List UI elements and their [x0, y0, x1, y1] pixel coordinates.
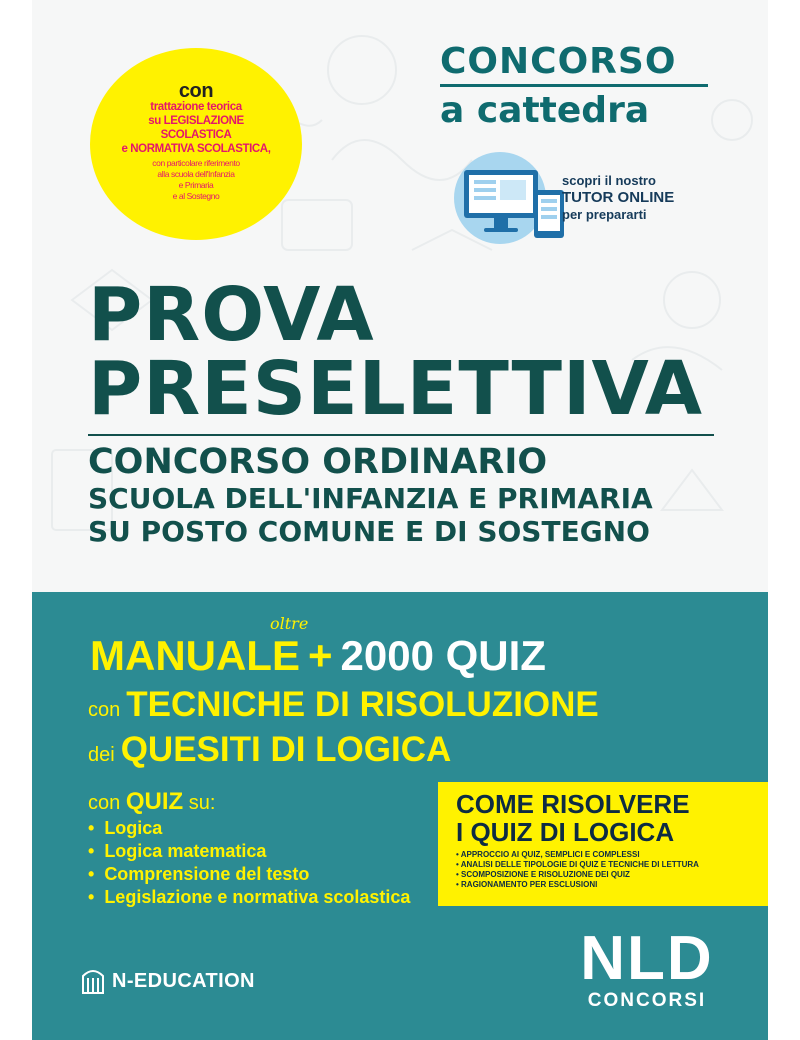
list-item: • Legislazione e normativa scolastica	[88, 886, 410, 909]
publisher	[82, 968, 255, 994]
title-line-5: SU POSTO COMUNE E DI SOSTEGNO	[88, 515, 650, 548]
quiz-topics	[88, 788, 410, 909]
quiz-head-bold: QUIZ	[125, 788, 184, 815]
badge-small-line: e al Sostegno	[172, 191, 220, 201]
title-rule	[88, 434, 714, 436]
list-item: • Comprensione del testo	[88, 863, 410, 886]
title-line-1: PROVA	[88, 272, 375, 358]
badge-line: trattazione teorica	[150, 101, 242, 113]
computer-icon	[460, 166, 570, 246]
publisher-logo-icon	[82, 968, 104, 994]
badge-small-line: e Primaria	[178, 180, 214, 190]
dei-label: dei	[88, 744, 115, 766]
badge-line: su LEGISLAZIONE	[148, 115, 244, 127]
tecniche-label: TECNICHE DI RISOLUZIONE	[126, 685, 599, 724]
quiz-head-prefix: con	[88, 792, 121, 814]
tutor-line-1: scopri il nostro	[562, 173, 656, 188]
teal-panel	[32, 592, 768, 1040]
badge-con: con	[178, 80, 214, 102]
list-item: • Logica matematica	[88, 840, 410, 863]
book-cover	[32, 0, 768, 1040]
manuale-label: MANUALE	[90, 632, 300, 679]
title-line-2: PRESELETTIVA	[88, 346, 704, 432]
list-item: • Logica	[88, 817, 410, 840]
quiz-topics-heading	[88, 788, 410, 817]
tutor-line-2: TUTOR ONLINE	[562, 189, 675, 206]
nld-mark: NLD	[580, 924, 714, 993]
badge-small-line: con particolare riferimento	[152, 158, 240, 168]
nld-logo	[572, 924, 722, 1012]
box-heading	[456, 790, 690, 846]
list-item: • SCOMPOSIZIONE E RISOLUZIONE DEI QUIZ	[456, 870, 699, 880]
tutor-online-promo	[454, 152, 754, 248]
list-item: • RAGIONAMENTO PER ESCLUSIONI	[456, 880, 699, 890]
con-label: con	[88, 699, 121, 721]
book-title	[88, 272, 748, 548]
quiz-head-suffix: su:	[188, 792, 216, 814]
list-item: • APPROCCIO AI QUIZ, SEMPLICI E COMPLESSI	[456, 850, 699, 860]
nld-sub: CONCORSI	[587, 990, 707, 1011]
techniques-heading	[88, 686, 599, 776]
quiz-count: 2000 QUIZ	[340, 632, 546, 679]
tutor-line-3: per prepararti	[562, 207, 647, 222]
box-heading-line-1: COME RISOLVERE	[456, 789, 690, 819]
list-item: • ANALISI DELLE TIPOLOGIE DI QUIZ E TECNICHE DI LETTURA	[456, 860, 699, 870]
badge-line: e NORMATIVA SCOLASTICA,	[121, 143, 271, 155]
badge-small-line: alla scuola dell'Infanzia	[157, 169, 235, 179]
badge-line: SCOLASTICA	[160, 129, 232, 141]
title-line-3: CONCORSO ORDINARIO	[88, 442, 548, 482]
box-bullets	[456, 850, 699, 890]
series-line-2: a cattedra	[440, 90, 650, 131]
tutor-text	[562, 172, 674, 223]
yellow-badge	[90, 48, 302, 240]
oltre-label: oltre	[270, 614, 309, 633]
box-heading-line-2: I QUIZ DI LOGICA	[456, 817, 675, 847]
series-rule	[440, 84, 708, 87]
publisher-name: N-EDUCATION	[112, 969, 255, 992]
manuale-quiz-headline	[90, 632, 546, 680]
quesiti-label: QUESITI DI LOGICA	[120, 730, 452, 769]
plus-sign: +	[307, 632, 333, 679]
series-line-1: CONCORSO	[440, 41, 677, 82]
logic-quiz-box	[438, 782, 768, 906]
title-line-4: SCUOLA DELL'INFANZIA E PRIMARIA	[88, 482, 653, 515]
series-title	[440, 40, 740, 133]
